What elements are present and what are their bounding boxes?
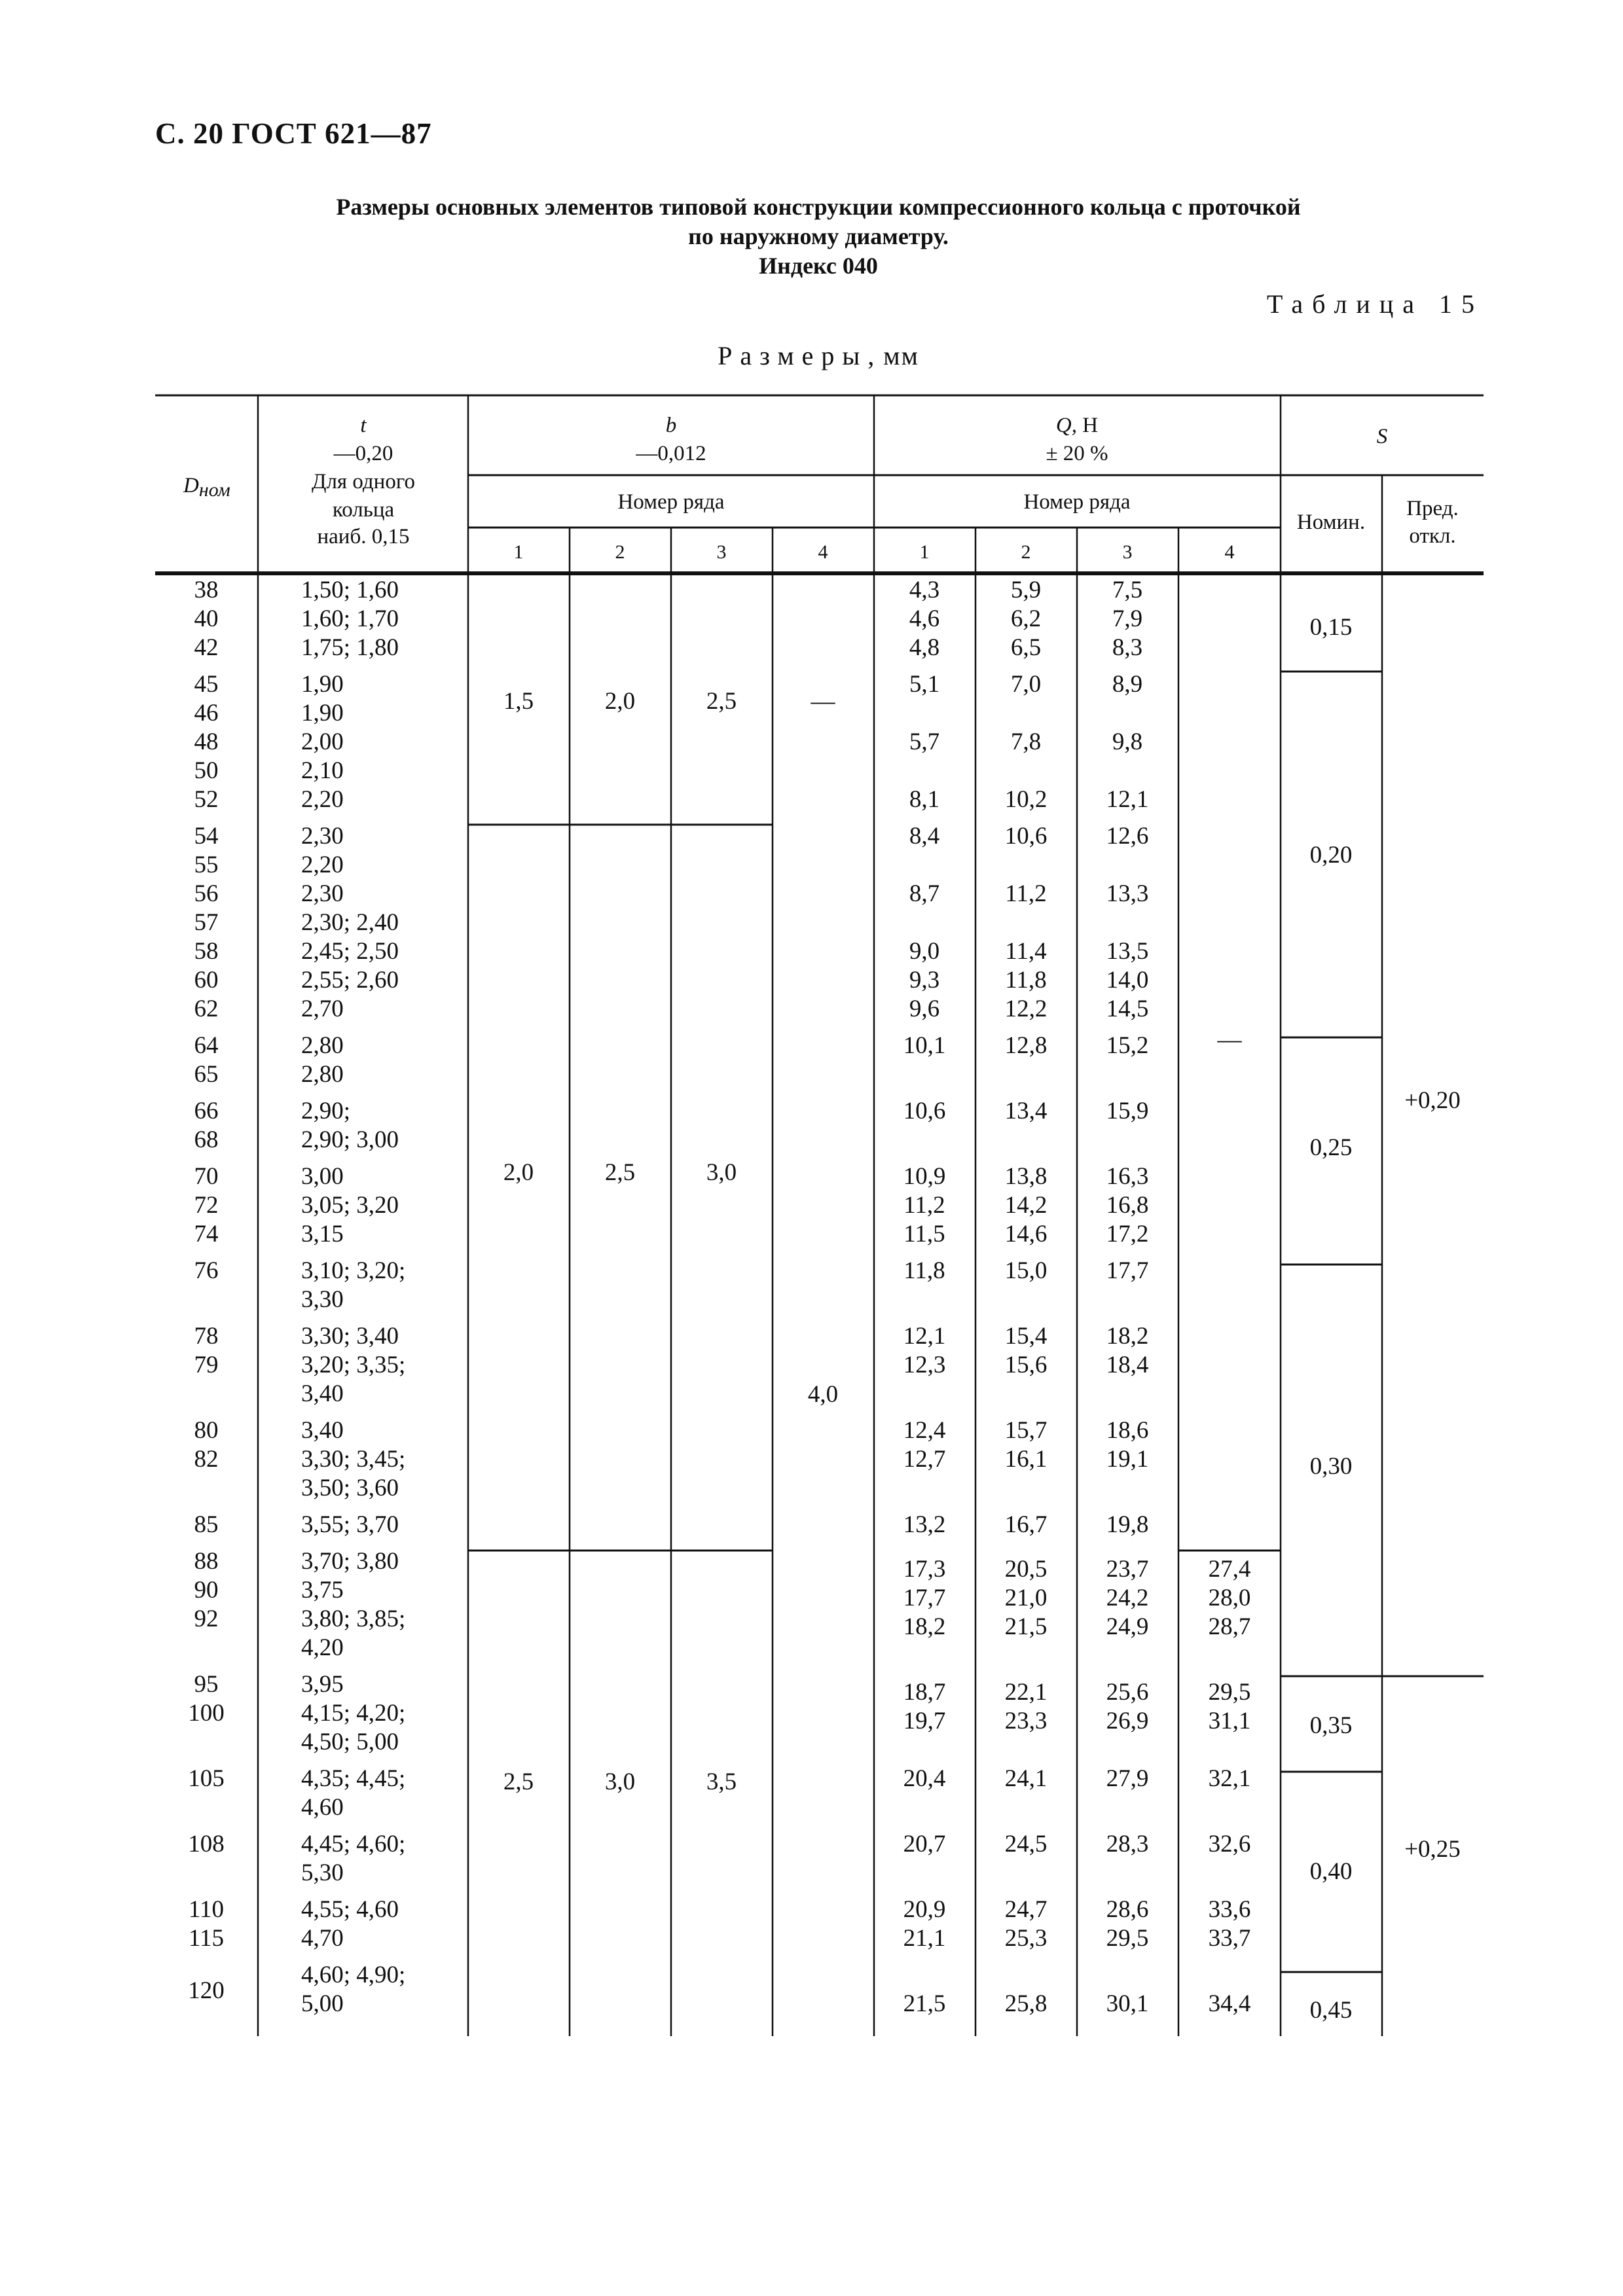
d-nom-cell: 80 bbox=[194, 1417, 219, 1444]
q-cell-row-3: 12,1 bbox=[1106, 786, 1149, 813]
q-cell-row-2: 21,0 bbox=[1004, 1585, 1048, 1611]
t-cell: 2,20 bbox=[301, 852, 344, 878]
q-cell-row-2: 15,6 bbox=[1004, 1352, 1048, 1378]
q-header-tolerance: ± 20 % bbox=[1046, 442, 1108, 465]
s-nom-value: 0,40 bbox=[1309, 1858, 1353, 1885]
d-nom-cell: 76 bbox=[194, 1257, 219, 1284]
q-cell-row-1: 12,7 bbox=[903, 1446, 946, 1473]
b-value: 2,0 bbox=[503, 1159, 534, 1186]
d-nom-cell: 45 bbox=[194, 671, 219, 698]
q-cell-row-2: 6,5 bbox=[1010, 634, 1042, 661]
q-cell-row-1: 4,3 bbox=[909, 577, 940, 603]
d-nom-cell: 62 bbox=[194, 996, 219, 1022]
t-cell: 3,70; 3,80 bbox=[301, 1548, 399, 1575]
q-cell-row-4: 29,5 bbox=[1208, 1679, 1251, 1706]
b-value: 2,5 bbox=[604, 1159, 636, 1186]
d-nom-cell: 92 bbox=[194, 1605, 219, 1632]
q-cell-row-3: 25,6 bbox=[1106, 1679, 1149, 1706]
q-cell-row-3: 16,3 bbox=[1106, 1163, 1149, 1190]
t-cell: 3,05; 3,20 bbox=[301, 1192, 399, 1219]
b-row-number-3: 3 bbox=[716, 541, 727, 563]
d-nom-cell: 85 bbox=[194, 1511, 219, 1538]
q-cell-row-2: 16,1 bbox=[1004, 1446, 1048, 1473]
q-cell-row-3: 19,8 bbox=[1106, 1511, 1149, 1538]
q-cell-row-1: 13,2 bbox=[903, 1511, 946, 1538]
q-cell-row-4: 27,4 bbox=[1208, 1556, 1251, 1583]
q-cell-row-2: 14,2 bbox=[1004, 1192, 1048, 1219]
q-cell-row-2: 15,0 bbox=[1004, 1257, 1048, 1284]
q-cell-row-2: 11,4 bbox=[1005, 938, 1047, 965]
b-header-tolerance: —0,012 bbox=[636, 442, 706, 465]
t-header-symbol: t bbox=[360, 414, 367, 437]
d-nom-cell: 90 bbox=[194, 1577, 219, 1604]
d-nom-cell: 64 bbox=[194, 1032, 219, 1059]
t-cell: 3,95 bbox=[301, 1671, 344, 1698]
q-cell-row-3: 14,0 bbox=[1106, 967, 1149, 994]
t-cell: 1,90 bbox=[301, 671, 344, 698]
b-value-dash: — bbox=[811, 688, 835, 715]
d-nom-cell: 79 bbox=[194, 1352, 219, 1378]
t-cell: 4,55; 4,60 bbox=[301, 1896, 399, 1923]
d-nom-cell: 74 bbox=[194, 1221, 219, 1247]
b-value: 2,5 bbox=[706, 688, 737, 715]
sizes-unit: , мм bbox=[867, 341, 919, 370]
d-nom-cell: 38 bbox=[194, 577, 219, 603]
q-cell-row-2: 11,8 bbox=[1005, 967, 1047, 994]
q-cell-row-2: 25,8 bbox=[1004, 1990, 1048, 2017]
d-nom-cell: 46 bbox=[194, 700, 219, 726]
q-cell-row-1: 21,1 bbox=[903, 1925, 946, 1952]
d-nom-cell: 88 bbox=[194, 1548, 219, 1575]
t-cell: 3,30 bbox=[301, 1286, 344, 1313]
q-cell-row-3: 7,9 bbox=[1112, 605, 1143, 632]
d-nom-cell: 100 bbox=[188, 1700, 225, 1727]
t-cell: 5,00 bbox=[301, 1990, 344, 2017]
t-cell: 3,40 bbox=[301, 1417, 344, 1444]
table-number: Таблица 15 bbox=[1266, 289, 1484, 319]
q-row-number-1: 1 bbox=[919, 541, 930, 563]
d-nom-cell: 55 bbox=[194, 852, 219, 878]
b-value: 3,5 bbox=[706, 1768, 737, 1795]
q-cell-row-3: 23,7 bbox=[1106, 1556, 1149, 1583]
q-cell-row-3: 27,9 bbox=[1106, 1765, 1149, 1792]
page-header: С. 20 ГОСТ 621—87 bbox=[155, 117, 432, 150]
d-nom-cell: 40 bbox=[194, 605, 219, 632]
q-cell-row-2: 7,8 bbox=[1010, 728, 1042, 755]
q-cell-row-2: 15,7 bbox=[1004, 1417, 1048, 1444]
d-nom-cell: 110 bbox=[188, 1896, 225, 1923]
t-cell: 4,60 bbox=[301, 1794, 344, 1821]
q-cell-row-1: 4,8 bbox=[909, 634, 940, 661]
q-cell-row-2: 24,7 bbox=[1004, 1896, 1048, 1923]
d-nom-header: Dном bbox=[183, 474, 230, 501]
q-cell-row-2: 13,8 bbox=[1004, 1163, 1048, 1190]
q-cell-row-3: 18,4 bbox=[1106, 1352, 1149, 1378]
t-cell: 2,80 bbox=[301, 1061, 344, 1088]
q-cell-row-2: 5,9 bbox=[1010, 577, 1042, 603]
d-nom-cell: 58 bbox=[194, 938, 219, 965]
q-cell-row-4: 28,0 bbox=[1208, 1585, 1251, 1611]
q4-dash: — bbox=[1217, 1026, 1242, 1053]
q-row-number-3: 3 bbox=[1122, 541, 1133, 563]
q-cell-row-1: 10,6 bbox=[903, 1098, 946, 1124]
s-nom-value: 0,35 bbox=[1309, 1712, 1353, 1739]
q-cell-row-3: 30,1 bbox=[1106, 1990, 1149, 2017]
t-cell: 2,90; bbox=[301, 1098, 351, 1124]
q-cell-row-1: 9,6 bbox=[909, 996, 940, 1022]
t-cell: 4,70 bbox=[301, 1925, 344, 1952]
q-cell-row-1: 10,1 bbox=[903, 1032, 946, 1059]
b-value: 4,0 bbox=[807, 1381, 839, 1408]
q-cell-row-2: 20,5 bbox=[1004, 1556, 1048, 1583]
q-cell-row-3: 24,9 bbox=[1106, 1613, 1149, 1640]
t-cell: 5,30 bbox=[301, 1859, 344, 1886]
t-header-note-3: наиб. 0,15 bbox=[317, 525, 410, 548]
q-cell-row-1: 11,2 bbox=[903, 1192, 945, 1219]
q-cell-row-1: 9,0 bbox=[909, 938, 940, 965]
q-cell-row-3: 18,2 bbox=[1106, 1323, 1149, 1350]
t-cell: 2,10 bbox=[301, 757, 344, 784]
d-nom-cell: 57 bbox=[194, 909, 219, 936]
q-cell-row-3: 24,2 bbox=[1106, 1585, 1149, 1611]
t-cell: 3,75 bbox=[301, 1577, 344, 1604]
q-cell-row-2: 14,6 bbox=[1004, 1221, 1048, 1247]
b-value: 3,0 bbox=[706, 1159, 737, 1186]
t-header-note-1: Для одного bbox=[311, 470, 416, 493]
t-cell: 1,50; 1,60 bbox=[301, 577, 399, 603]
q-cell-row-4: 32,1 bbox=[1208, 1765, 1251, 1792]
table-title-line-3: Индекс 040 bbox=[759, 253, 878, 279]
q-cell-row-1: 21,5 bbox=[903, 1990, 946, 2017]
d-nom-cell: 120 bbox=[188, 1977, 225, 2004]
d-nom-cell: 95 bbox=[194, 1671, 219, 1698]
q-cell-row-3: 9,8 bbox=[1112, 728, 1143, 755]
d-nom-cell: 108 bbox=[188, 1831, 225, 1857]
t-cell: 3,20; 3,35; bbox=[301, 1352, 406, 1378]
q-cell-row-1: 8,1 bbox=[909, 786, 940, 813]
t-cell: 4,20 bbox=[301, 1634, 344, 1661]
q-cell-row-1: 11,5 bbox=[903, 1221, 945, 1247]
d-nom-cell: 48 bbox=[194, 728, 219, 755]
b-value: 1,5 bbox=[503, 688, 534, 715]
t-cell: 2,80 bbox=[301, 1032, 344, 1059]
d-nom-cell: 65 bbox=[194, 1061, 219, 1088]
t-header-note-2: кольца bbox=[332, 498, 395, 522]
t-cell: 3,50; 3,60 bbox=[301, 1475, 399, 1501]
q-row-number-header: Номер ряда bbox=[1023, 490, 1131, 514]
q-cell-row-2: 13,4 bbox=[1004, 1098, 1048, 1124]
b-row-number-header: Номер ряда bbox=[617, 490, 725, 514]
d-nom-cell: 105 bbox=[188, 1765, 225, 1792]
d-nom-cell: 56 bbox=[194, 880, 219, 907]
q-cell-row-2: 22,1 bbox=[1004, 1679, 1048, 1706]
q-cell-row-1: 5,1 bbox=[909, 671, 940, 698]
d-nom-cell: 50 bbox=[194, 757, 219, 784]
t-cell: 2,55; 2,60 bbox=[301, 967, 399, 994]
t-cell: 1,60; 1,70 bbox=[301, 605, 399, 632]
s-nom-value: 0,15 bbox=[1309, 614, 1353, 641]
table-title-line-2: по наружному диаметру. bbox=[688, 223, 949, 249]
d-nom-cell: 42 bbox=[194, 634, 219, 661]
s-dev-value: +0,25 bbox=[1404, 1836, 1461, 1863]
t-cell: 3,55; 3,70 bbox=[301, 1511, 399, 1538]
t-cell: 2,30; 2,40 bbox=[301, 909, 399, 936]
q-cell-row-3: 17,2 bbox=[1106, 1221, 1149, 1247]
q-cell-row-3: 15,9 bbox=[1106, 1098, 1149, 1124]
q-cell-row-2: 11,2 bbox=[1005, 880, 1047, 907]
q-cell-row-1: 4,6 bbox=[909, 605, 940, 632]
q-cell-row-1: 8,4 bbox=[909, 823, 940, 850]
q-cell-row-3: 8,9 bbox=[1112, 671, 1143, 698]
q-cell-row-3: 28,3 bbox=[1106, 1831, 1149, 1857]
b-value: 3,0 bbox=[604, 1768, 636, 1795]
t-cell: 3,40 bbox=[301, 1380, 344, 1407]
q-cell-row-1: 5,7 bbox=[909, 728, 940, 755]
q-cell-row-2: 15,4 bbox=[1004, 1323, 1048, 1350]
b-row-number-2: 2 bbox=[615, 541, 625, 563]
s-nom-value: 0,25 bbox=[1309, 1134, 1353, 1161]
s-dev-value: +0,20 bbox=[1404, 1087, 1461, 1114]
d-nom-cell: 82 bbox=[194, 1446, 219, 1473]
t-cell: 2,30 bbox=[301, 880, 344, 907]
t-cell: 1,75; 1,80 bbox=[301, 634, 399, 661]
d-nom-cell: 72 bbox=[194, 1192, 219, 1219]
q-cell-row-4: 28,7 bbox=[1208, 1613, 1251, 1640]
q-cell-row-1: 12,3 bbox=[903, 1352, 946, 1378]
q-cell-row-1: 18,7 bbox=[903, 1679, 946, 1706]
q-cell-row-3: 17,7 bbox=[1106, 1257, 1149, 1284]
d-nom-cell: 78 bbox=[194, 1323, 219, 1350]
s-nom-header: Номин. bbox=[1296, 511, 1366, 534]
d-nom-cell: 52 bbox=[194, 786, 219, 813]
s-nom-value: 0,20 bbox=[1309, 842, 1353, 869]
s-dev-header-1: Пред. bbox=[1406, 497, 1459, 520]
t-cell: 2,70 bbox=[301, 996, 344, 1022]
q-cell-row-3: 15,2 bbox=[1106, 1032, 1149, 1059]
d-nom-cell: 66 bbox=[194, 1098, 219, 1124]
q-cell-row-2: 12,2 bbox=[1004, 996, 1048, 1022]
d-nom-cell: 68 bbox=[194, 1126, 219, 1153]
t-cell: 4,15; 4,20; bbox=[301, 1700, 406, 1727]
q-cell-row-1: 12,4 bbox=[903, 1417, 946, 1444]
q-cell-row-2: 25,3 bbox=[1004, 1925, 1048, 1952]
q-cell-row-3: 13,5 bbox=[1106, 938, 1149, 965]
q-cell-row-3: 14,5 bbox=[1106, 996, 1149, 1022]
t-cell: 2,00 bbox=[301, 728, 344, 755]
q-cell-row-2: 24,5 bbox=[1004, 1831, 1048, 1857]
b-value: 2,5 bbox=[503, 1768, 534, 1795]
s-dev-header-2: откл. bbox=[1409, 524, 1456, 548]
t-cell: 3,10; 3,20; bbox=[301, 1257, 406, 1284]
t-header-tolerance: —0,20 bbox=[333, 442, 393, 465]
q-cell-row-2: 7,0 bbox=[1010, 671, 1042, 698]
q-cell-row-3: 19,1 bbox=[1106, 1446, 1149, 1473]
q-row-number-4: 4 bbox=[1224, 541, 1235, 563]
q-cell-row-3: 16,8 bbox=[1106, 1192, 1149, 1219]
t-cell: 2,30 bbox=[301, 823, 344, 850]
q-cell-row-3: 7,5 bbox=[1112, 577, 1143, 603]
t-cell: 2,45; 2,50 bbox=[301, 938, 399, 965]
t-cell: 2,90; 3,00 bbox=[301, 1126, 399, 1153]
q-cell-row-2: 21,5 bbox=[1004, 1613, 1048, 1640]
t-column bbox=[301, 577, 405, 2017]
d-nom-cell: 60 bbox=[194, 967, 219, 994]
b-header-symbol: b bbox=[665, 414, 677, 437]
s-nom-value: 0,30 bbox=[1309, 1453, 1353, 1480]
q-cell-row-2: 23,3 bbox=[1004, 1708, 1048, 1734]
q-cell-row-1: 17,3 bbox=[903, 1556, 946, 1583]
q-cell-row-2: 10,2 bbox=[1004, 786, 1048, 813]
q-cell-row-3: 13,3 bbox=[1106, 880, 1149, 907]
q-cell-row-1: 17,7 bbox=[903, 1585, 946, 1611]
q-cell-row-3: 28,6 bbox=[1106, 1896, 1149, 1923]
sizes-word: Размеры bbox=[718, 341, 868, 370]
q-header-symbol: Q, Н bbox=[1055, 414, 1099, 437]
t-cell: 1,90 bbox=[301, 700, 344, 726]
q-cell-row-1: 8,7 bbox=[909, 880, 940, 907]
q-cell-row-1: 20,7 bbox=[903, 1831, 946, 1857]
b-value: 2,0 bbox=[604, 688, 636, 715]
t-cell: 3,30; 3,40 bbox=[301, 1323, 399, 1350]
table-title-line-1: Размеры основных элементов типовой конструкции компрессионного кольца с проточкой bbox=[336, 194, 1301, 220]
b-row-number-4: 4 bbox=[818, 541, 828, 563]
t-cell: 2,20 bbox=[301, 786, 344, 813]
q-cell-row-4: 33,7 bbox=[1208, 1925, 1251, 1952]
q-cell-row-1: 20,4 bbox=[903, 1765, 946, 1792]
q-cell-row-1: 18,2 bbox=[903, 1613, 946, 1640]
q-cell-row-3: 8,3 bbox=[1112, 634, 1143, 661]
q-cell-row-4: 33,6 bbox=[1208, 1896, 1251, 1923]
q-cell-row-4: 34,4 bbox=[1208, 1990, 1251, 2017]
d-nom-column bbox=[188, 577, 225, 2004]
t-cell: 4,35; 4,45; bbox=[301, 1765, 406, 1792]
t-cell: 4,60; 4,90; bbox=[301, 1962, 406, 1988]
t-cell: 3,80; 3,85; bbox=[301, 1605, 406, 1632]
t-cell: 3,00 bbox=[301, 1163, 344, 1190]
q-cell-row-3: 29,5 bbox=[1106, 1925, 1149, 1952]
q-cell-row-2: 6,2 bbox=[1010, 605, 1042, 632]
q-cell-row-1: 9,3 bbox=[909, 967, 940, 994]
q-cell-row-4: 32,6 bbox=[1208, 1831, 1251, 1857]
s-nom-value: 0,45 bbox=[1309, 1997, 1353, 2024]
q-cell-row-4: 31,1 bbox=[1208, 1708, 1251, 1734]
t-cell: 3,30; 3,45; bbox=[301, 1446, 406, 1473]
q-cell-row-2: 12,8 bbox=[1004, 1032, 1048, 1059]
d-nom-cell: 54 bbox=[194, 823, 219, 850]
s-header-symbol: S bbox=[1376, 425, 1388, 448]
t-cell: 3,15 bbox=[301, 1221, 344, 1247]
q-row-number-2: 2 bbox=[1021, 541, 1031, 563]
q-cell-row-3: 18,6 bbox=[1106, 1417, 1149, 1444]
d-nom-cell: 115 bbox=[188, 1925, 225, 1952]
q-cell-row-1: 11,8 bbox=[903, 1257, 945, 1284]
b-row-number-1: 1 bbox=[513, 541, 524, 563]
q-cell-row-1: 19,7 bbox=[903, 1708, 946, 1734]
q-cell-row-3: 26,9 bbox=[1106, 1708, 1149, 1734]
t-cell: 4,45; 4,60; bbox=[301, 1831, 406, 1857]
q-cell-row-2: 16,7 bbox=[1004, 1511, 1048, 1538]
q-cell-row-2: 24,1 bbox=[1004, 1765, 1048, 1792]
q-cell-row-2: 10,6 bbox=[1004, 823, 1048, 850]
q-cell-row-1: 20,9 bbox=[903, 1896, 946, 1923]
d-nom-cell: 70 bbox=[194, 1163, 219, 1190]
t-cell: 4,50; 5,00 bbox=[301, 1729, 399, 1755]
q-cell-row-1: 10,9 bbox=[903, 1163, 946, 1190]
q-cell-row-3: 12,6 bbox=[1106, 823, 1149, 850]
q-cell-row-1: 12,1 bbox=[903, 1323, 946, 1350]
